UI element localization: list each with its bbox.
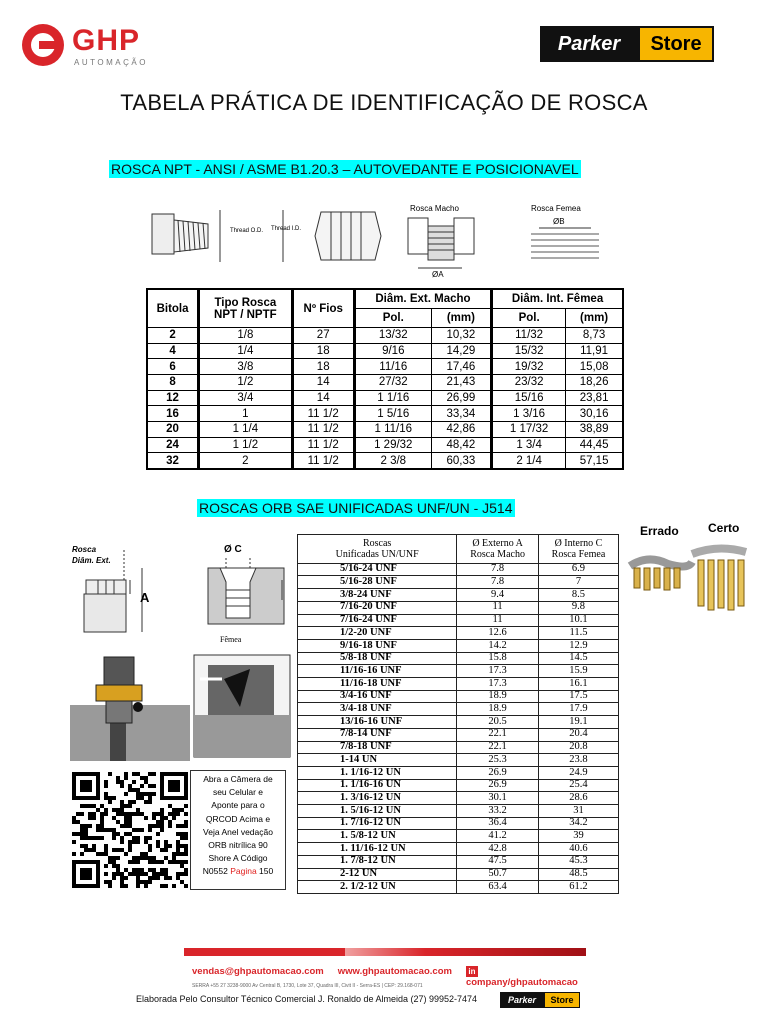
npt-cell: 8 xyxy=(147,374,199,390)
npt-cell: 4 xyxy=(147,343,199,359)
orb-cell: 47.5 xyxy=(457,855,539,868)
npt-cell: 1 29/32 xyxy=(354,437,431,453)
ghp-logo-icon xyxy=(22,24,64,66)
npt-cell: 24 xyxy=(147,437,199,453)
npt-cell: 21,43 xyxy=(431,374,491,390)
orb-cell: 33.2 xyxy=(457,805,539,818)
orb-cell: 20.5 xyxy=(457,716,539,729)
npt-cell: 30,16 xyxy=(566,406,623,422)
npt-header-bitola: Bitola xyxy=(147,289,199,328)
npt-cell: 11/16 xyxy=(354,359,431,375)
svg-text:Rosca Macho: Rosca Macho xyxy=(410,204,459,213)
orb-cell: 11 xyxy=(457,614,539,627)
orb-table-row xyxy=(298,703,619,716)
orb-cell: 20.8 xyxy=(538,741,618,754)
orb-cell: 9/16-18 UNF xyxy=(298,639,457,652)
npt-table-row xyxy=(147,328,623,344)
orb-cell: 1. 5/8-12 UN xyxy=(298,830,457,843)
orb-cell: 7/16-24 UNF xyxy=(298,614,457,627)
parker-logo-store: Store xyxy=(638,26,714,62)
orb-table-row xyxy=(298,830,619,843)
orb-table-row xyxy=(298,728,619,741)
npt-table-row xyxy=(147,359,623,375)
npt-cell: 15/32 xyxy=(492,343,566,359)
npt-cell: 32 xyxy=(147,453,199,469)
orb-table-row xyxy=(298,766,619,779)
npt-cell: 16 xyxy=(147,406,199,422)
ghp-logo xyxy=(22,22,162,70)
orb-cell: 61.2 xyxy=(538,881,618,894)
orb-cell: 3/4-16 UNF xyxy=(298,690,457,703)
npt-cell: 1 5/16 xyxy=(354,406,431,422)
orb-cell: 48.5 xyxy=(538,868,618,881)
orb-cell: 40.6 xyxy=(538,843,618,856)
qr-code[interactable] xyxy=(72,772,188,888)
orb-section-title: ROSCAS ORB SAE UNIFICADAS UNF/UN - J514 xyxy=(199,500,513,516)
npt-header-tipo: Tipo Rosca NPT / NPTF xyxy=(199,289,292,328)
orb-table-row xyxy=(298,843,619,856)
errado-certo-image xyxy=(628,540,756,618)
orb-cell: 20.4 xyxy=(538,728,618,741)
orb-cell: 17.3 xyxy=(457,665,539,678)
orb-table-row xyxy=(298,639,619,652)
orb-cell: 39 xyxy=(538,830,618,843)
footer-email-link[interactable]: vendas@ghpautomacao.com xyxy=(192,966,324,977)
orb-cell: 5/8-18 UNF xyxy=(298,652,457,665)
npt-cell: 48,42 xyxy=(431,437,491,453)
rosca-femea-diagram xyxy=(525,200,605,280)
orb-table-row xyxy=(298,652,619,665)
orb-cell: 1. 7/16-12 UN xyxy=(298,817,457,830)
npt-cell: 1 1/4 xyxy=(199,421,292,437)
npt-cell: 2 xyxy=(147,328,199,344)
npt-cell: 27 xyxy=(292,328,354,344)
orb-cell: 9.4 xyxy=(457,589,539,602)
npt-cell: 1 1/2 xyxy=(199,437,292,453)
svg-text:ØA: ØA xyxy=(432,270,444,279)
orb-cell: 18.9 xyxy=(457,703,539,716)
page-title: TABELA PRÁTICA DE IDENTIFICAÇÃO DE ROSCA xyxy=(120,90,648,115)
orb-cell: 3/4-18 UNF xyxy=(298,703,457,716)
qr-instructions: Abra a Câmera de seu Celular e Aponte para o QRCOD Acima e Veja Anel vedação ORB nitrílica 90 Shore A Código N0552 Pagina 150 xyxy=(190,770,286,890)
orb-table-row xyxy=(298,817,619,830)
orb-cell: 6.9 xyxy=(538,563,618,576)
orb-cell: 10.1 xyxy=(538,614,618,627)
npt-cell: 18,26 xyxy=(566,374,623,390)
npt-cell: 19/32 xyxy=(492,359,566,375)
npt-cell: 9/16 xyxy=(354,343,431,359)
orb-table-row xyxy=(298,754,619,767)
npt-cell: 23,81 xyxy=(566,390,623,406)
orb-cell: 25.4 xyxy=(538,779,618,792)
orb-male-diagram xyxy=(68,540,178,640)
npt-table-row xyxy=(147,343,623,359)
npt-cell: 1 17/32 xyxy=(492,421,566,437)
orb-female-diagram xyxy=(190,538,300,648)
orb-cell: 7/16-20 UNF xyxy=(298,601,457,614)
orb-cell: 2-12 UN xyxy=(298,868,457,881)
npt-cell: 14,29 xyxy=(431,343,491,359)
npt-cell: 11/32 xyxy=(492,328,566,344)
svg-text:A: A xyxy=(140,590,150,605)
orb-cell: 16.1 xyxy=(538,678,618,691)
npt-cell: 6 xyxy=(147,359,199,375)
npt-header-fios: Nº Fios xyxy=(292,289,354,328)
orb-cell: 11/16-18 UNF xyxy=(298,678,457,691)
npt-cell: 11 1/2 xyxy=(292,437,354,453)
npt-cell: 11 1/2 xyxy=(292,406,354,422)
orb-table-row xyxy=(298,627,619,640)
orb-cell: 17.9 xyxy=(538,703,618,716)
orb-table-row xyxy=(298,855,619,868)
orb-cell: 7/8-14 UNF xyxy=(298,728,457,741)
orb-table-row xyxy=(298,665,619,678)
orb-cell: 8.5 xyxy=(538,589,618,602)
npt-cell: 27/32 xyxy=(354,374,431,390)
orb-table-row xyxy=(298,716,619,729)
orb-cell: 2. 1/2-12 UN xyxy=(298,881,457,894)
orb-cell: 25.3 xyxy=(457,754,539,767)
npt-cell: 20 xyxy=(147,421,199,437)
svg-text:Ø C: Ø C xyxy=(224,544,242,555)
npt-table-row xyxy=(147,374,623,390)
npt-female-diagram xyxy=(271,200,385,270)
orb-table-row xyxy=(298,779,619,792)
orb-cell: 1. 11/16-12 UN xyxy=(298,843,457,856)
orb-seal-detail-image xyxy=(194,655,290,757)
svg-text:Thread O.D.: Thread O.D. xyxy=(230,228,264,234)
npt-cell: 10,32 xyxy=(431,328,491,344)
npt-table-row xyxy=(147,390,623,406)
orb-cell: 7.8 xyxy=(457,576,539,589)
orb-cell: 15.8 xyxy=(457,652,539,665)
npt-cell: 2 1/4 xyxy=(492,453,566,469)
orb-cell: 1/2-20 UNF xyxy=(298,627,457,640)
orb-cell: 1-14 UN xyxy=(298,754,457,767)
orb-table-row xyxy=(298,690,619,703)
npt-cell: 12 xyxy=(147,390,199,406)
ghp-logo-sub: AUTOMAÇÃO xyxy=(74,58,148,67)
orb-table xyxy=(297,534,619,894)
orb-table-row xyxy=(298,792,619,805)
npt-cell: 2 xyxy=(199,453,292,469)
npt-header-pol: Pol. xyxy=(492,308,566,327)
svg-text:Fêmea: Fêmea xyxy=(220,635,242,644)
orb-cell: 3/8-24 UNF xyxy=(298,589,457,602)
orb-cell: 45.3 xyxy=(538,855,618,868)
npt-male-diagram xyxy=(150,200,270,270)
ghp-logo-name: GHP xyxy=(72,24,141,57)
parker-store-logo xyxy=(540,26,714,62)
npt-cell: 33,34 xyxy=(431,406,491,422)
orb-cell: 7/8-18 UNF xyxy=(298,741,457,754)
orb-cell: 30.1 xyxy=(457,792,539,805)
orb-cell: 11.5 xyxy=(538,627,618,640)
orb-cell: 7 xyxy=(538,576,618,589)
npt-cell: 42,86 xyxy=(431,421,491,437)
orb-cell: 1. 7/8-12 UN xyxy=(298,855,457,868)
orb-table-row xyxy=(298,601,619,614)
npt-cell: 1 3/16 xyxy=(492,406,566,422)
orb-cell: 13/16-16 UNF xyxy=(298,716,457,729)
orb-table-row xyxy=(298,678,619,691)
orb-header-interno: Ø Interno C Rosca Femea xyxy=(538,535,618,564)
orb-cell: 24.9 xyxy=(538,766,618,779)
npt-cell: 18 xyxy=(292,343,354,359)
orb-cell: 50.7 xyxy=(457,868,539,881)
footer-linkedin-link[interactable]: incompany/ghpautomacao xyxy=(465,967,578,988)
orb-cell: 41.2 xyxy=(457,830,539,843)
npt-table-row xyxy=(147,406,623,422)
certo-label: Certo xyxy=(708,521,740,535)
orb-cell: 34.2 xyxy=(538,817,618,830)
footer-site-link[interactable]: www.ghpautomacao.com xyxy=(337,966,452,977)
npt-cell: 38,89 xyxy=(566,421,623,437)
orb-cell: 11/16-16 UNF xyxy=(298,665,457,678)
npt-cell: 57,15 xyxy=(566,453,623,469)
orb-cell: 26.9 xyxy=(457,766,539,779)
orb-table-row xyxy=(298,589,619,602)
orb-cell: 1. 5/16-12 UN xyxy=(298,805,457,818)
orb-cell: 9.8 xyxy=(538,601,618,614)
orb-cell: 22.1 xyxy=(457,728,539,741)
orb-cell: 1. 1/16-16 UN xyxy=(298,779,457,792)
npt-cell: 18 xyxy=(292,359,354,375)
npt-cell: 1 11/16 xyxy=(354,421,431,437)
npt-header-mm: (mm) xyxy=(431,308,491,327)
orb-assembly-image xyxy=(70,655,190,761)
footer-credit: Elaborada Pelo Consultor Técnico Comercial J. Ronaldo de Almeida (27) 99952-7474 xyxy=(136,994,478,1004)
npt-cell: 60,33 xyxy=(431,453,491,469)
orb-table-row xyxy=(298,805,619,818)
npt-table xyxy=(146,288,624,470)
footer-address: SERRA +55 27 3238-9000 Av Central B, 1730, Lote 37, Quadra III, Civit II - Serra-ES | CEP: 29.168-071 xyxy=(192,983,423,989)
npt-cell: 1 3/4 xyxy=(492,437,566,453)
npt-cell: 26,99 xyxy=(431,390,491,406)
parker-logo-name: Parker xyxy=(540,26,638,62)
orb-cell: 36.4 xyxy=(457,817,539,830)
orb-cell: 1. 3/16-12 UN xyxy=(298,792,457,805)
orb-cell: 26.9 xyxy=(457,779,539,792)
npt-cell: 11 1/2 xyxy=(292,421,354,437)
npt-cell: 2 3/8 xyxy=(354,453,431,469)
npt-table-row xyxy=(147,453,623,469)
orb-cell: 14.5 xyxy=(538,652,618,665)
npt-table-row xyxy=(147,421,623,437)
footer-parker-logo: Parker Store xyxy=(500,992,580,1008)
svg-text:ØB: ØB xyxy=(553,217,565,226)
npt-cell: 1 1/16 xyxy=(354,390,431,406)
npt-header-int: Diâm. Int. Fêmea xyxy=(492,289,623,308)
svg-text:Rosca Femea: Rosca Femea xyxy=(531,204,581,213)
npt-cell: 3/4 xyxy=(199,390,292,406)
orb-table-row xyxy=(298,614,619,627)
npt-cell: 3/8 xyxy=(199,359,292,375)
npt-cell: 11 1/2 xyxy=(292,453,354,469)
npt-cell: 15/16 xyxy=(492,390,566,406)
npt-table-row xyxy=(147,437,623,453)
rosca-macho-diagram xyxy=(402,200,482,280)
npt-cell: 11,91 xyxy=(566,343,623,359)
npt-cell: 23/32 xyxy=(492,374,566,390)
npt-cell: 1/4 xyxy=(199,343,292,359)
npt-cell: 13/32 xyxy=(354,328,431,344)
orb-table-row xyxy=(298,741,619,754)
orb-header-rosca: Roscas Unificadas UN/UNF xyxy=(298,535,457,564)
npt-cell: 1/8 xyxy=(199,328,292,344)
npt-cell: 14 xyxy=(292,374,354,390)
orb-cell: 5/16-28 UNF xyxy=(298,576,457,589)
errado-label: Errado xyxy=(640,524,679,538)
orb-cell: 22.1 xyxy=(457,741,539,754)
npt-cell: 14 xyxy=(292,390,354,406)
orb-cell: 12.6 xyxy=(457,627,539,640)
footer-strip xyxy=(184,948,586,956)
npt-cell: 8,73 xyxy=(566,328,623,344)
orb-cell: 17.3 xyxy=(457,678,539,691)
orb-cell: 63.4 xyxy=(457,881,539,894)
svg-text:Diâm. Ext.: Diâm. Ext. xyxy=(72,556,111,565)
orb-cell: 17.5 xyxy=(538,690,618,703)
orb-cell: 14.2 xyxy=(457,639,539,652)
orb-cell: 28.6 xyxy=(538,792,618,805)
orb-header-externo: Ø Externo A Rosca Macho xyxy=(457,535,539,564)
orb-cell: 42.8 xyxy=(457,843,539,856)
orb-cell: 1. 1/16-12 UN xyxy=(298,766,457,779)
orb-cell: 15.9 xyxy=(538,665,618,678)
npt-header-pol: Pol. xyxy=(354,308,431,327)
npt-header-mm: (mm) xyxy=(566,308,623,327)
orb-cell: 11 xyxy=(457,601,539,614)
orb-table-row xyxy=(298,576,619,589)
orb-cell: 23.8 xyxy=(538,754,618,767)
svg-text:Rosca: Rosca xyxy=(72,545,97,554)
orb-table-row xyxy=(298,868,619,881)
orb-cell: 31 xyxy=(538,805,618,818)
npt-section-title: ROSCA NPT - ANSI / ASME B1.20.3 – AUTOVEDANTE E POSICIONAVEL xyxy=(111,161,579,177)
orb-cell: 19.1 xyxy=(538,716,618,729)
npt-header-ext: Diâm. Ext. Macho xyxy=(354,289,491,308)
orb-table-row xyxy=(298,881,619,894)
orb-cell: 7.8 xyxy=(457,563,539,576)
linkedin-icon: in xyxy=(466,966,478,977)
npt-cell: 1/2 xyxy=(199,374,292,390)
orb-cell: 12.9 xyxy=(538,639,618,652)
npt-cell: 44,45 xyxy=(566,437,623,453)
orb-cell: 5/16-24 UNF xyxy=(298,563,457,576)
npt-cell: 17,46 xyxy=(431,359,491,375)
npt-cell: 1 xyxy=(199,406,292,422)
orb-cell: 18.9 xyxy=(457,690,539,703)
svg-text:Thread I.D.: Thread I.D. xyxy=(271,226,302,232)
orb-table-row xyxy=(298,563,619,576)
npt-cell: 15,08 xyxy=(566,359,623,375)
